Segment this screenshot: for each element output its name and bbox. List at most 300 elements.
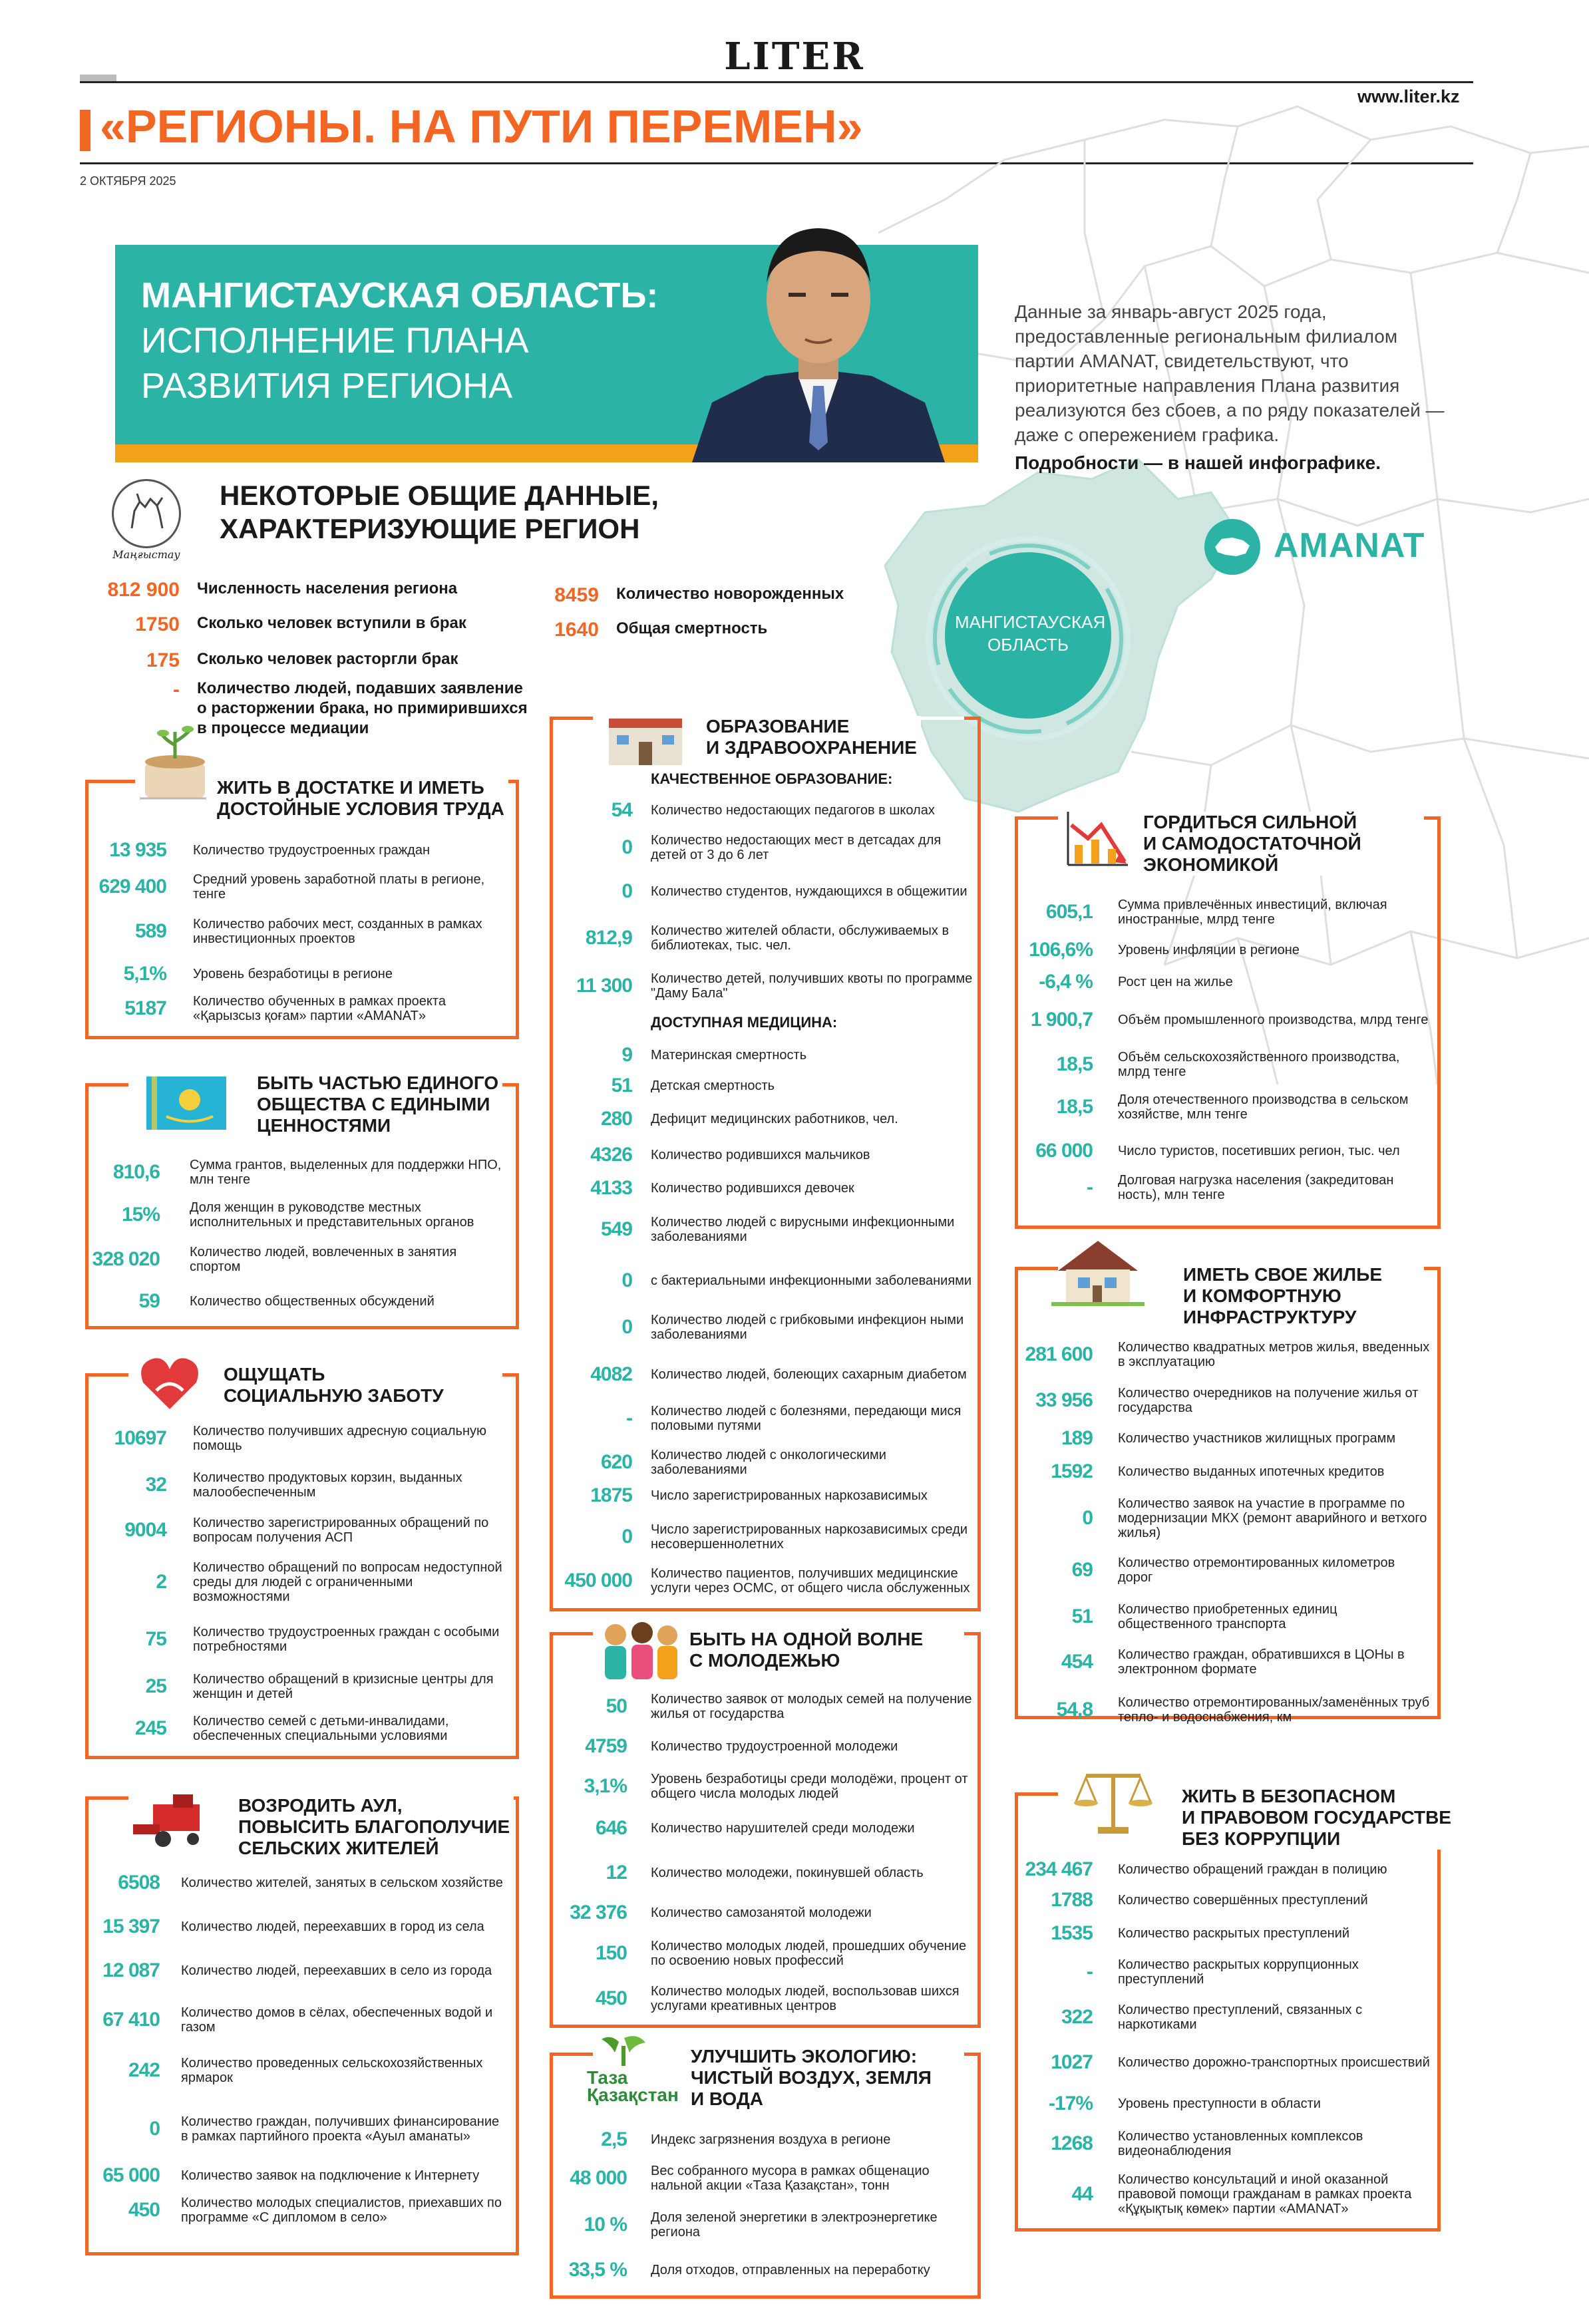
box-title [213,777,508,820]
stat-item-label: Количество преступлений, связанных с наркотиками [1118,2003,1363,2032]
stat-item-value: 1535 [1051,1922,1093,1944]
stat-item-value: 75 [145,1628,166,1650]
general-stat-label: Сколько человек расторгли брак [197,650,458,668]
stat-item [552,1735,977,1758]
stat-item [1018,2129,1431,2158]
stat-item-label: Количество получивших адресную социальную помощь [193,1424,487,1453]
stat-item-label: Количество зарегистрированных обращений по вопросам получения АСП [193,1516,489,1545]
box-title [1139,812,1365,876]
stat-item-label: Количество граждан, получивших финансирование в рамках партийного проекта «Ауыл аманаты» [181,2114,500,2144]
medicine-item [552,1075,977,1097]
amanat-logo [1204,519,1444,572]
general-stat-row [106,649,530,672]
stat-item-label: Количество людей, вовлеченных в занятия спортом [190,1245,457,1274]
medicine-item-label: Количество людей с онкологическими заболеваниями [651,1448,886,1477]
stat-item-value: 646 [595,1817,627,1839]
box-title-line: С МОЛОДЕЖЬЮ [689,1650,840,1671]
stat-item-value: - [1087,1176,1093,1198]
stat-item-label: Уровень безработицы среди молодёжи, процент от общего числа молодых людей [651,1772,968,1801]
stat-item [80,1290,509,1313]
stat-item [552,2164,977,2193]
stat-item-label: Количество трудоустроенных граждан с особыми потребностями [193,1625,500,1654]
stat-item-label: Количество самозанятой молодежи [651,1906,872,1920]
region-map-label [955,611,1106,656]
stat-item [1018,1050,1431,1079]
box-title [687,2046,936,2110]
hero-title-line-2: ИСПОЛНЕНИЕ ПЛАНА [141,321,529,361]
hero-title-bold: МАНГИСТАУСКАЯ ОБЛАСТЬ: [141,275,659,315]
stat-item-label: Количество молодежи, покинувшей область [651,1866,924,1880]
region-map-label-1: МАНГИСТАУСКАЯ [955,612,1106,632]
stat-item-value: 10 % [584,2214,627,2236]
medicine-item [552,1313,977,1342]
stat-item [1018,1386,1431,1415]
stat-item-value: 454 [1061,1651,1093,1673]
general-stat-label: Численность населения региона [197,580,458,597]
stat-item [552,1692,977,1721]
box-title-line: ЦЕННОСТЯМИ [257,1115,391,1136]
box-title-line: И КОМФОРТНУЮ [1183,1285,1341,1306]
stat-item [1018,2092,1431,2115]
medicine-item-label: Число зарегистрированных наркозависимых [651,1488,928,1503]
stat-item [80,2114,507,2144]
medicine-item-value: 450 000 [564,1570,632,1591]
stat-item [552,2259,977,2281]
stat-item [80,1959,507,1982]
stat-item [1018,1602,1431,1631]
stat-item-value: 66 000 [1035,1140,1093,1162]
general-stat-value: 812 900 [107,579,180,601]
medicine-item [552,1448,977,1477]
stat-item-value: 106,6% [1029,939,1093,961]
medicine-item-label: с бактериальными инфекционными заболеваниями [651,1273,972,1288]
stat-item-label: Доля женщин в руководстве местных исполнительных и представительных органов [190,1200,474,1230]
box-title-line: И ПРАВОВОМ ГОСУДАРСТВЕ [1182,1807,1451,1828]
stat-item-label: Количество дорожно-транспортных происшествий [1118,2055,1430,2070]
stat-item-value: 281 600 [1025,1343,1093,1365]
medicine-item-value: 0 [621,1316,632,1338]
stat-item [552,1939,977,1968]
stat-item-label: Доля отечественного производства в сельском хозяйстве, млн тенге [1118,1092,1409,1122]
stat-item [87,872,499,902]
stat-item-value: 32 [145,1474,166,1496]
stat-item [80,1200,509,1230]
stat-item-value: 33 956 [1035,1389,1093,1411]
edu-item-label: Количество детей, получивших квоты по программе "Даму Бала" [651,971,973,1001]
stat-item-label: Количество обученных в рамках проекта «Қарызсыз қоғам» партии «AMANAT» [193,994,446,1023]
stat-item [1018,1957,1431,1987]
box-title-line: ОБРАЗОВАНИЕ [706,716,850,737]
box-title-line: УЛУЧШИТЬ ЭКОЛОГИЮ: [691,2046,918,2067]
stat-item-label: Количество отремонтированных/заменённых труб тепло- и водоснабжения, км [1118,1695,1430,1725]
stat-item-value: 18,5 [1056,1053,1093,1075]
stat-item [552,1862,977,1884]
stat-item [87,1672,506,1701]
general-stat-label: Сколько человек вступили в брак [197,614,466,632]
stat-item-value: 69 [1071,1559,1093,1581]
box-title-line: ИНФРАСТРУКТУРУ [1183,1307,1357,1327]
stat-item-value: -6,4 % [1039,971,1093,993]
box-title-line: И ЗДРАВООХРАНЕНИЕ [706,737,917,758]
stat-item-label: Количество людей, переехавших в село из города [181,1963,492,1978]
stat-item-value: 5,1% [123,963,166,985]
stat-item [1018,971,1431,993]
medicine-item-value: 0 [621,1526,632,1548]
stat-item-value: 2,5 [601,2128,627,2150]
stat-item-label: Количество граждан, обратившихся в ЦОНы в электронном формате [1118,1647,1405,1677]
coins-icon [133,725,226,805]
medicine-item-label: Материнская смертность [651,1048,807,1063]
stat-item-label: Количество семей с детьми-инвалидами, обеспеченных специальными условиями [193,1714,449,1743]
stat-item-value: 810,6 [112,1161,160,1183]
box-title-line: БЕЗ КОРРУПЦИИ [1182,1828,1341,1849]
stat-item-value: 54,8 [1056,1699,1093,1721]
stat-item-label: Количество обращений по вопросам недоступной среды для людей с ограниченными возможностями [193,1560,502,1604]
general-stat-row [106,579,530,601]
medicine-item-value: 51 [611,1075,632,1096]
stat-item-label: Индекс загрязнения воздуха в регионе [651,2132,891,2147]
medicine-item-label: Количество родившихся девочек [651,1181,854,1196]
box-title-line: БЫТЬ ЧАСТЬЮ ЕДИНОГО [257,1073,499,1093]
stat-item-value: 59 [138,1290,160,1312]
stat-item-value: 1788 [1051,1889,1093,1911]
stat-item-value: 1268 [1051,2132,1093,2154]
medicine-item [552,1215,977,1244]
medicine-item-label: Число зарегистрированных наркозависимых среди несовершеннолетних [651,1522,968,1552]
general-stat-label: Количество людей, подавших заявление о расторжении брака, но примирившихся в процессе медиации [197,679,528,737]
stat-item-value: 25 [145,1675,166,1697]
box-title [1178,1786,1455,1850]
box-title [685,1629,927,1671]
medicine-item [552,1404,977,1433]
stat-item-label: Количество очередников на получение жилья от государства [1118,1386,1419,1415]
stat-item-label: Количество установленных комплексов видеонаблюдения [1118,2129,1363,2158]
medicine-item-label: Дефицит медицинских работников, чел. [651,1112,898,1126]
stat-item [80,1915,507,1938]
stat-item [1018,898,1431,927]
stat-item-label: Количество приобретенных единиц общественного транспорта [1118,1602,1337,1631]
general-stat-value: - [173,679,180,701]
stat-item [1018,1647,1431,1677]
stat-item [87,994,499,1023]
medicine-item-value: 4133 [590,1177,632,1199]
stat-item [80,2056,507,2085]
stat-item-value: 0 [1082,1507,1093,1529]
stat-item [1018,1140,1431,1162]
stat-item-value: 5187 [124,997,166,1019]
stat-item-value: 51 [1071,1605,1093,1627]
box-title-line: ГОРДИТЬСЯ СИЛЬНОЙ [1143,812,1357,832]
stat-item-label: Количество продуктовых корзин, выданных малообеспеченным [193,1470,462,1500]
box-title-line: СЕЛЬСКИХ ЖИТЕЛЕЙ [238,1838,439,1858]
stat-item-value: 67 410 [102,2009,160,2031]
stat-item-label: Долговая нагрузка населения (закредитован ность), млн тенге [1118,1173,1394,1202]
stat-item-value: 12 087 [102,1959,160,1981]
flag-icon [146,1070,240,1150]
stat-item-label: Количество обращений граждан в полицию [1118,1862,1387,1877]
stat-item-value: 150 [595,1942,627,1964]
stat-item-label: Количество заявок на подключение к Интернету [181,2168,480,2183]
edu-item [552,923,977,953]
stat-item-value: - [1087,1961,1093,1983]
amanat-wordmark: AMANAT [1274,526,1425,565]
stat-item-label: Количество раскрытых коррупционных преступлений [1118,1957,1359,1987]
box-title-line: ЧИСТЫЙ ВОЗДУХ, ЗЕМЛЯ [691,2067,932,2088]
stat-item-label: Количество жителей, занятых в сельском хозяйстве [181,1876,503,1890]
stat-item-label: Уровень инфляции в регионе [1118,943,1300,957]
stat-item-label: Количество молодых специалистов, приехавших по программе «С дипломом в село» [181,2196,502,2225]
medicine-item [552,1269,977,1292]
stat-item [87,1470,506,1500]
stat-item-value: 605,1 [1045,901,1093,923]
stat-item-label: Доля зеленой энергетики в электроэнергетике региона [651,2210,938,2240]
stat-item [552,1817,977,1840]
stat-item-value: 3,1% [584,1775,627,1797]
general-title-1: НЕКОТОРЫЕ ОБЩИЕ ДАННЫЕ, [220,480,659,511]
stat-item-label: Количество заявок от молодых семей на получение жилья от государства [651,1692,972,1721]
edu-item-value: 54 [611,799,632,821]
edu-item [552,799,977,822]
general-stat-label: Количество новорожденных [616,585,844,603]
stat-item-label: Число туристов, посетивших регион, тыс. чел [1118,1144,1400,1158]
edu-item-value: 0 [621,880,632,902]
box-title-line: ОЩУЩАТЬ [224,1364,325,1385]
box-title-line: ЖИТЬ В БЕЗОПАСНОМ [1182,1786,1396,1806]
stat-item-label: Количество общественных обсуждений [190,1294,435,1309]
box-title [702,716,921,758]
stat-item-label: Количество проведенных сельскохозяйственных ярмарок [181,2056,483,2085]
stat-item-label: Количество обращений в кризисные центры для женщин и детей [193,1672,494,1701]
house-icon [1051,1231,1145,1311]
stat-item [80,1245,509,1274]
stat-item [1018,2051,1431,2074]
box-title [253,1073,502,1136]
stat-item-value: 0 [149,2118,160,2140]
general-stat-value: 1750 [135,613,180,635]
stat-item [1018,1496,1431,1540]
site-url[interactable]: www.liter.kz [1357,86,1460,106]
stat-item-value: 1 900,7 [1030,1009,1093,1031]
edu-item-value: 812,9 [585,927,632,949]
stat-item-value: 328 020 [92,1248,160,1270]
stat-item-value: 322 [1061,2006,1093,2028]
stat-item-value: 13 935 [109,839,166,861]
medicine-subheading: ДОСТУПНАЯ МЕДИЦИНА: [651,1014,838,1031]
stat-item-label: Количество раскрытых преступлений [1118,1926,1350,1941]
stat-item-value: 15 397 [102,1915,160,1937]
stat-item-label: Количество выданных ипотечных кредитов [1118,1464,1385,1479]
stat-item [80,2164,507,2187]
box-title-line: ОБЩЕСТВА С ЕДИНЫМИ [257,1094,490,1114]
stat-item-label: Объём промышленного производства, млрд тенге [1118,1013,1429,1027]
stat-item-label: Количество рабочих мест, созданных в рамках инвестиционных проектов [193,917,482,946]
edu-item-label: Количество недостающих мест в детсадах для детей от 3 до 6 лет [651,833,942,862]
stat-item-label: Количество отремонтированных километров дорог [1118,1556,1395,1585]
stat-item [87,917,499,946]
stat-item-value: 629 400 [98,876,166,898]
stat-item [1018,1340,1431,1369]
medicine-item [552,1522,977,1552]
stat-item-value: 65 000 [102,2164,160,2186]
header-accent [80,75,116,81]
stat-item [1018,1009,1431,1031]
hero-title [141,273,713,409]
general-stat-value: 1640 [554,619,599,641]
stat-item [87,1625,506,1654]
stat-item [1018,1556,1431,1585]
taza-logo-line-2: Қазақстан [587,2084,679,2105]
stat-item-label: Доля отходов, отправленных на переработку [651,2263,930,2277]
general-title-2: ХАРАКТЕРИЗУЮЩИЕ РЕГИОН [220,513,640,544]
edu-item-label: Количество недостающих педагогов в школах [651,803,935,818]
medicine-item-label: Количество людей, болеющих сахарным диабетом [651,1367,967,1382]
stat-item [87,1714,506,1743]
stat-item-value: 1592 [1051,1460,1093,1482]
stat-item [1018,939,1431,961]
box-title-line: И САМОДОСТАТОЧНОЙ [1143,833,1361,854]
box-title-line: ЖИТЬ В ДОСТАТКЕ И ИМЕТЬ [217,777,484,798]
general-stat-value: 8459 [554,584,599,606]
stat-item [80,1158,509,1187]
medicine-item-value: 0 [621,1269,632,1291]
box-title-line: ПОВЫСИТЬ БЛАГОПОЛУЧИЕ [238,1816,510,1837]
stat-item-label: Количество людей, переехавших в город из села [181,1919,484,1934]
stat-item [87,963,499,985]
stat-item [87,1516,506,1545]
stat-item-value: 15% [121,1204,160,1226]
region-map-label-2: ОБЛАСТЬ [987,635,1069,655]
box-title-line: ВОЗРОДИТЬ АУЛ, [238,1795,403,1816]
stat-item-label: Количество трудоустроенных граждан [193,843,431,858]
stat-item-label: Количество консультаций и иной оказанной правовой помощи гражданам в рамках проекта «Құқықтық көмек» партии «AMANAT» [1118,2172,1412,2216]
stat-item-label: Объём сельскохозяйственного производства, млрд тенге [1118,1050,1400,1079]
general-stat-row [539,584,916,607]
edu-item-value: 11 300 [576,975,632,997]
stat-item-value: 32 376 [570,1902,627,1923]
medicine-item-value: - [626,1407,632,1429]
medicine-item [552,1566,977,1595]
stat-item [1018,1173,1431,1202]
stat-item-label: Количество молодых людей, прошедших обучение по освоению новых профессий [651,1939,967,1968]
stat-item-value: 33,5 % [568,2259,627,2281]
stat-item [1018,1695,1431,1725]
stat-item-value: 242 [128,2059,160,2081]
harvester-icon [133,1791,226,1871]
box-title-line: ЭКОНОМИКОЙ [1143,854,1279,875]
medicine-item [552,1484,977,1507]
stat-item-value: 48 000 [570,2167,627,2189]
medicine-item-label: Количество людей с грибковыми инфекцион ными заболеваниями [651,1313,964,1342]
box-title-line: ИМЕТЬ СВОЕ ЖИЛЬЕ [1183,1264,1382,1285]
stat-item-label: Количество домов в сёлах, обеспеченных водой и газом [181,2005,493,2035]
stat-item [1018,1889,1431,1911]
edu-item-value: 0 [621,836,632,858]
stat-item-value: 450 [128,2199,160,2221]
header-divider [80,81,1473,83]
box-title-line: БЫТЬ НА ОДНОЙ ВОЛНЕ [689,1629,924,1649]
stat-item-value: 18,5 [1056,1096,1093,1118]
region-logo [106,479,186,559]
edu-item-label: Количество жителей области, обслуживаемых в библиотеках, тыс. чел. [651,923,950,953]
stat-item-value: 2 [156,1571,166,1593]
region-logo-text: Маңғыстау [112,548,180,561]
box-title-line: СОЦИАЛЬНУЮ ЗАБОТУ [224,1385,444,1406]
stat-item [87,1560,506,1604]
stat-item-value: 6508 [118,1872,160,1894]
stat-item [552,1984,977,2013]
publish-date: 2 ОКТЯБРЯ 2025 [80,174,176,188]
stat-item-value: -17% [1048,2092,1093,2114]
taza-logo-text [587,2069,679,2104]
stat-item-value: 44 [1071,2183,1093,2205]
stat-item-label: Количество нарушителей среди молодежи [651,1821,915,1836]
stat-item-value: 4759 [585,1735,627,1757]
stat-item-label: Количество молодых людей, воспользовав шихся услугами креативных центров [651,1984,960,2013]
medicine-item [552,1363,977,1386]
medicine-item-value: 620 [600,1451,632,1473]
medicine-item-label: Детская смертность [651,1079,775,1093]
box-title [220,1364,448,1407]
stat-item-label: Уровень безработицы в регионе [193,967,393,981]
stat-item [87,839,499,862]
stat-item-value: 50 [606,1695,627,1717]
stat-item-value: 189 [1061,1427,1093,1449]
stat-item [552,2128,977,2151]
scales-icon [1073,1762,1166,1842]
stat-item-value: 245 [134,1717,166,1739]
medicine-item-value: 549 [600,1218,632,1240]
stat-item-value: 450 [595,1987,627,2009]
stat-item-value: 589 [134,920,166,942]
medicine-item-value: 9 [621,1044,632,1066]
amanat-map-icon [1212,534,1252,560]
stat-item [80,2196,507,2225]
stat-item-label: Средний уровень заработной платы в регионе, тенге [193,872,485,902]
medicine-item-value: 280 [600,1108,632,1130]
stat-item [1018,2003,1431,2032]
general-stat-row [106,613,530,636]
stat-item [1018,1427,1431,1450]
medicine-item [552,1044,977,1067]
intro-bold: Подробности — в нашей инфографике. [1015,452,1381,473]
stat-item-value: 10697 [114,1427,166,1449]
stat-item [1018,1858,1431,1881]
people-icon [596,1618,689,1698]
stat-item-label: Рост цен на жилье [1118,975,1233,989]
taza-logo-line-1: Таза [587,2067,628,2088]
general-title [220,479,659,546]
stat-item-value: 12 [606,1862,627,1884]
stat-item-label: Количество участников жилищных программ [1118,1431,1396,1446]
stat-item-label: Вес собранного мусора в рамках общенацио нальной акции «Таза Қазақстан», тонн [651,2164,930,2193]
stat-item-label: Сумма привлечённых инвестиций, включая иностранные, млрд тенге [1118,898,1387,927]
medicine-item-value: 4082 [590,1363,632,1385]
stat-item-value: 9004 [124,1519,166,1541]
stat-item [1018,1092,1431,1122]
edu-subheading: КАЧЕСТВЕННОЕ ОБРАЗОВАНИЕ: [651,770,893,787]
stat-item [80,1872,507,1894]
intro-text: Данные за январь-август 2025 года, предоставленные региональным филиалом партии AMANAT, свидетельствуют, что приоритетные направления Плана развития реализуются без сбоев, а по ряду показателей — даже с опережением графика. [1015,301,1445,445]
stat-item [87,1424,506,1453]
title-accent-bar [80,110,90,151]
stat-item-value: 234 467 [1025,1858,1093,1880]
stat-item [1018,2172,1431,2216]
general-stat-value: 175 [146,649,180,671]
medicine-item-value: 1875 [590,1484,632,1506]
general-stat-label: Общая смертность [616,619,768,637]
heart-icon [136,1351,230,1430]
stat-item [1018,1460,1431,1483]
